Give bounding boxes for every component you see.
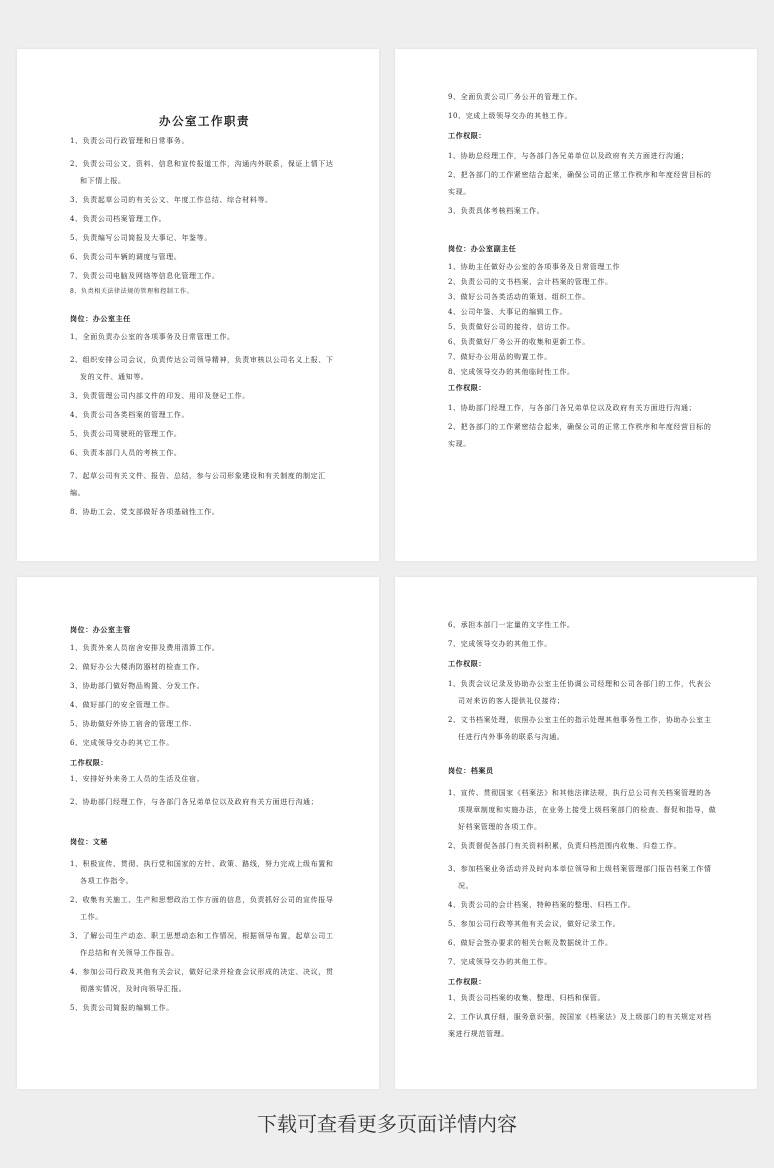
- duty-line: 3、了解公司生产动态、职工思想动态和工作情况，根据领导布置，起草公司工作总结和有关领导工作报告。: [70, 932, 334, 957]
- duty-line: 3、负责起草公司的有关公文、年度工作总结、综合材料等。: [70, 196, 273, 204]
- section-heading: 岗位：办公室主管: [70, 625, 131, 634]
- duty-line: 2、负责公司公文、资料、信息和宣传报道工作，沟通内外联系，保证上情下达和下情上报。: [70, 160, 334, 185]
- duty-line: 8、协助工会、党支部做好各项基础性工作。: [70, 508, 220, 516]
- duty-line: 4、负责公司各类档案的管理工作。: [70, 411, 190, 419]
- duty-line: 4、参加公司行政及其他有关会议，做好记录并检查会议形成的决定、决议，贯彻落实情况，及时向领导汇报。: [70, 968, 334, 993]
- duty-line: 4、公司年鉴、大事记的编辑工作。: [448, 308, 568, 316]
- page-2-content: [448, 93, 717, 455]
- duty-line: 7、负责公司电脑及网络等信息化管理工作。: [70, 272, 220, 280]
- section-heading: 岗位：文秘: [70, 837, 108, 846]
- authority-line: 2、把各部门的工作紧密结合起来，确保公司的正常工作秩序和年度经营目标的实现。: [448, 423, 712, 448]
- duty-line: 7、完成领导交办的其他工作。: [448, 640, 552, 648]
- duty-line: 3、负责管理公司内部文件的印发、用印及登记工作。: [70, 392, 250, 400]
- authority-heading: 工作权限：: [448, 977, 486, 986]
- duty-line: 2、做好办公大楼消防器材的检查工作。: [70, 663, 205, 671]
- duty-line: 2、收集有关施工、生产和思想政治工作方面的信息，负责抓好公司的宣传报导工作。: [70, 896, 334, 921]
- duty-line: 6、负责公司车辆的调度与管理。: [70, 253, 182, 261]
- duty-line: 5、负责公司驾驶班的管理工作。: [70, 430, 182, 438]
- authority-line: 1、负责会议记录及协助办公室主任协调公司经理和公司各部门的工作，代表公司对来访的客人提供礼仪接待；: [448, 680, 712, 705]
- duty-line: 10、完成上级领导交办的其他工作。: [448, 112, 573, 120]
- duty-line: 1、宣传、贯彻国家《档案法》和其他法律法规，执行总公司有关档案管理的各项规章制度和实施办法，在业务上接受上级档案部门的检查、督促和指导，做好档案管理的各项工作。: [448, 789, 717, 831]
- duty-line: 8、完成领导交办的其他临时性工作。: [448, 368, 575, 376]
- duty-line: 6、负责做好厂务公开的收集和更新工作。: [448, 338, 590, 346]
- document-page-4: [395, 577, 757, 1089]
- authority-line: 2、把各部门的工作紧密结合起来，确保公司的正常工作秩序和年度经营目标的实现。: [448, 171, 712, 196]
- duty-line: 4、负责公司的会计档案、特种档案的整理、归档工作。: [448, 901, 636, 909]
- authority-line: 1、协助部门经理工作，与各部门各兄弟单位以及政府有关方面进行沟通；: [448, 404, 697, 412]
- document-page-2: [395, 49, 757, 561]
- authority-line: 1、协助总经理工作，与各部门各兄弟单位以及政府有关方面进行沟通；: [448, 152, 689, 160]
- authority-line: 1、安排好外来务工人员的生活及住宿。: [70, 775, 205, 783]
- duty-line: 5、负责公司简报的编辑工作。: [70, 1004, 174, 1012]
- download-more-caption: 下载可查看更多页面详情内容: [257, 1112, 517, 1136]
- document-title: 办公室工作职责: [159, 114, 250, 128]
- duty-line: 9、全面负责公司厂务公开的管理工作。: [448, 93, 583, 101]
- authority-line: 2、文书档案处理，依照办公室主任的指示处理其他事务性工作，协助办公室主任进行内外事务的联系与沟通。: [448, 716, 712, 741]
- duty-line: 2、组织安排公司会议，负责传达公司领导精神，负责审核以公司名义上报、下发的文件、通知等。: [70, 356, 334, 381]
- duty-line: 3、协助部门做好物品购置、分发工作。: [70, 682, 205, 690]
- duty-line: 1、全面负责办公室的各项事务及日常管理工作。: [70, 333, 235, 341]
- authority-heading: 工作权限：: [448, 659, 486, 668]
- duty-line: 2、负责督促各部门有关资料积累，负责归档范围内收集、归卷工作。: [448, 842, 682, 850]
- duty-line: 5、负责做好公司的接待、信访工作。: [448, 323, 575, 331]
- document-page-1: [17, 49, 379, 561]
- duty-line: 4、负责公司档案管理工作。: [70, 215, 167, 223]
- duty-line: 2、负责公司的文书档案、会计档案的管理工作。: [448, 278, 613, 286]
- duty-line: 3、做好公司各类活动的策划、组织工作。: [448, 293, 590, 301]
- duty-line: 6、承担本部门一定量的文字性工作。: [448, 621, 575, 629]
- authority-heading: 工作权限：: [448, 131, 486, 140]
- duty-line: 7、做好办公用品的购置工作。: [448, 353, 552, 361]
- duty-line: 6、做好会签办要求的相关台帐及数据统计工作。: [448, 939, 613, 947]
- duty-line: 5、参加公司行政等其他有关会议，做好记录工作。: [448, 920, 621, 928]
- duty-line: 6、完成领导交办的其它工作。: [70, 739, 174, 747]
- document-page-3: [17, 577, 379, 1089]
- section-heading: 岗位：办公室副主任: [448, 244, 517, 253]
- section-heading: 岗位：档案员: [448, 766, 494, 775]
- authority-line: 2、工作认真仔细，服务意识强，按国家《档案法》及上级部门的有关规定对档案进行规范管理。: [448, 1013, 712, 1038]
- duty-line: 7、完成领导交办的其他工作。: [448, 958, 552, 966]
- authority-heading: 工作权限：: [448, 383, 486, 392]
- duty-line: 1、负责外来人员宿舍安排及费用清算工作。: [70, 644, 220, 652]
- authority-line: 3、负责具体考核档案工作。: [448, 207, 545, 215]
- duty-line: 1、负责公司行政管理和日常事务。: [70, 137, 190, 145]
- authority-line: 1、负责公司档案的收集、整理、归档和保管。: [448, 994, 606, 1002]
- duty-line: 1、积极宣传、贯彻、执行党和国家的方针、政策、路线，努力完成上级布置和各项工作指令。: [70, 860, 334, 885]
- authority-line: 2、协助部门经理工作，与各部门各兄弟单位以及政府有关方面进行沟通；: [70, 798, 319, 806]
- duty-line: 6、负责本部门人员的考核工作。: [70, 449, 182, 457]
- section-heading: 岗位：办公室主任: [70, 314, 131, 323]
- duty-line: 1、协助主任做好办公室的各项事务及日常管理工作: [448, 263, 621, 271]
- duty-line: 4、做好部门的安全管理工作。: [70, 701, 174, 709]
- duty-line: 5、协助做好外协工宿舍的管理工作.: [70, 720, 192, 728]
- page-4-content: [448, 621, 717, 1045]
- duty-line: 7、起草公司有关文件、报告、总结，参与公司形象建设和有关制度的制定汇编。: [70, 472, 326, 497]
- duty-line: 5、负责编写公司简报及大事记、年鉴等。: [70, 234, 212, 242]
- page-3-content: [70, 625, 339, 1023]
- page-1-content: [70, 113, 339, 527]
- duty-line: 3、参加档案业务活动并及时向本单位领导和上级档案管理部门报告档案工作情况。: [448, 865, 712, 890]
- duty-line: 8、负责相关法律法规的管理和控制工作。: [70, 288, 194, 295]
- authority-heading: 工作权限：: [70, 758, 108, 767]
